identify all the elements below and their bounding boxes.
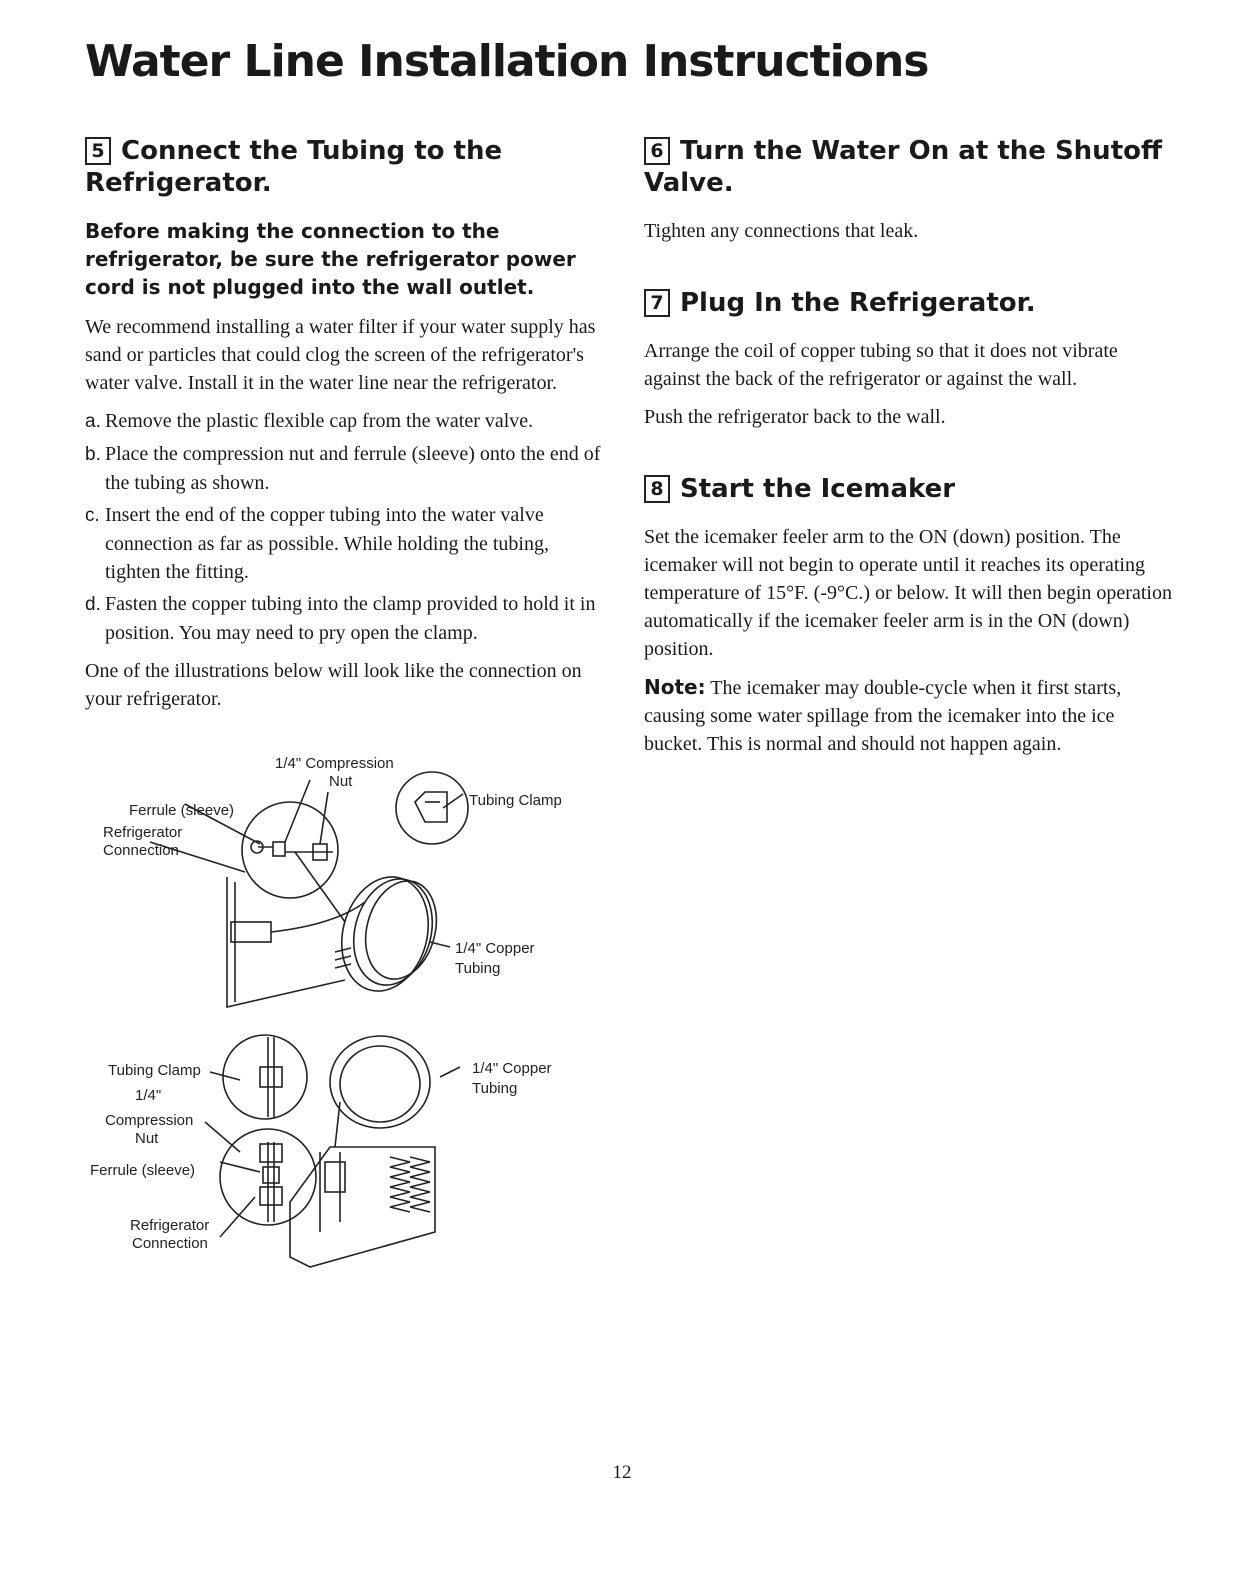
substep-text: Fasten the copper tubing into the clamp provided to hold it in position. You may need to pry open the clamp. bbox=[105, 593, 596, 644]
step-7-body-1: Arrange the coil of copper tubing so that it does not vibrate against the back of the refrigerator or against the wall. bbox=[644, 340, 1118, 390]
substep-letter: c. bbox=[85, 505, 100, 526]
connection-illustration-2 bbox=[80, 1032, 600, 1282]
step-7-number: 7 bbox=[644, 289, 670, 317]
fig2-refrigerator-connection-label-2: Connection bbox=[132, 1235, 208, 1252]
substep-b bbox=[85, 440, 605, 497]
fig1-copper-tubing-label-1: 1/4" Copper bbox=[455, 940, 535, 957]
fig1-copper-tubing-label-2: Tubing bbox=[455, 960, 501, 977]
step-6-heading-text: Turn the Water On at the Shutoff Valve. bbox=[644, 136, 1163, 198]
step-6-number: 6 bbox=[644, 137, 670, 165]
fig2-compression-nut-label-2: Compression bbox=[105, 1112, 194, 1129]
fig1-tubing-clamp-label: Tubing Clamp bbox=[469, 792, 562, 809]
step-7-heading-text: Plug In the Refrigerator. bbox=[680, 288, 1036, 318]
right-column bbox=[644, 135, 1174, 768]
step-7-heading bbox=[644, 287, 1174, 319]
step-8-heading-text: Start the Icemaker bbox=[680, 474, 956, 504]
substep-text: Insert the end of the copper tubing into the water valve connection as far as possible. While holding the tubing, tighten the fitting. bbox=[105, 504, 549, 583]
fig1-refrigerator-connection-label-1: Refrigerator bbox=[103, 824, 183, 841]
page-title: Water Line Installation Instructions bbox=[85, 36, 929, 87]
note-label: Note: bbox=[644, 675, 706, 699]
substep-d bbox=[85, 590, 605, 647]
fig2-refrigerator-connection-label-1: Refrigerator bbox=[130, 1217, 210, 1234]
step-5-substeps bbox=[85, 407, 605, 647]
fig2-ferrule-label: Ferrule (sleeve) bbox=[90, 1162, 196, 1179]
step-5-intro: We recommend installing a water filter if your water supply has sand or particles that could clog the screen of the refrigerator's water valve. Install it in the water line near the refrigerator. bbox=[85, 316, 596, 394]
step-6-heading bbox=[644, 135, 1174, 199]
step-7-body-2: Push the refrigerator back to the wall. bbox=[644, 406, 946, 428]
fig2-compression-nut-label-3: Nut bbox=[135, 1130, 159, 1147]
fig1-compression-nut-label-2: Nut bbox=[329, 773, 353, 790]
fig1-compression-nut-label-1: 1/4" Compression bbox=[275, 755, 394, 772]
connection-illustration-1 bbox=[95, 752, 595, 1022]
left-column bbox=[85, 135, 605, 723]
step-5-outro: One of the illustrations below will look like the connection on your refrigerator. bbox=[85, 660, 582, 710]
fig2-tubing-clamp-label: Tubing Clamp bbox=[108, 1062, 201, 1079]
step-5-number: 5 bbox=[85, 137, 111, 165]
step-5-heading-text: Connect the Tubing to the Refrigerator. bbox=[85, 136, 503, 198]
step-8-body: Set the icemaker feeler arm to the ON (down) position. The icemaker will not begin to operate until it reaches its operating temperature of 15°F. (-9°C.) or below. It will then begin operation automatically if the icemaker feeler arm is in the ON (down) position. bbox=[644, 526, 1172, 660]
substep-letter: b. bbox=[85, 444, 101, 465]
substep-text: Place the compression nut and ferrule (sleeve) onto the end of the tubing as shown. bbox=[105, 443, 601, 494]
step-8-heading bbox=[644, 473, 1174, 505]
substep-letter: a. bbox=[85, 411, 101, 432]
note-text: The icemaker may double-cycle when it first starts, causing some water spillage from the icemaker into the ice bucket. This is normal and should not happen again. bbox=[644, 677, 1122, 755]
substep-letter: d. bbox=[85, 594, 101, 615]
substep-c bbox=[85, 501, 605, 586]
step-6-body: Tighten any connections that leak. bbox=[644, 220, 919, 242]
fig2-copper-tubing-label-1: 1/4" Copper bbox=[472, 1060, 552, 1077]
fig1-refrigerator-connection-label-2: Connection bbox=[103, 842, 179, 859]
substep-a bbox=[85, 407, 605, 436]
fig1-ferrule-label: Ferrule (sleeve) bbox=[129, 802, 235, 819]
fig2-copper-tubing-label-2: Tubing bbox=[472, 1080, 518, 1097]
fig2-compression-nut-label-1: 1/4" bbox=[135, 1087, 162, 1104]
page-number: 12 bbox=[612, 1462, 632, 1483]
substep-text: Remove the plastic flexible cap from the water valve. bbox=[105, 410, 534, 432]
step-8-note bbox=[644, 673, 1174, 758]
step-5-heading bbox=[85, 135, 605, 199]
step-8-number: 8 bbox=[644, 475, 670, 503]
step-5-warning: Before making the connection to the refrigerator, be sure the refrigerator power cord is not plugged into the wall outlet. bbox=[85, 219, 576, 299]
